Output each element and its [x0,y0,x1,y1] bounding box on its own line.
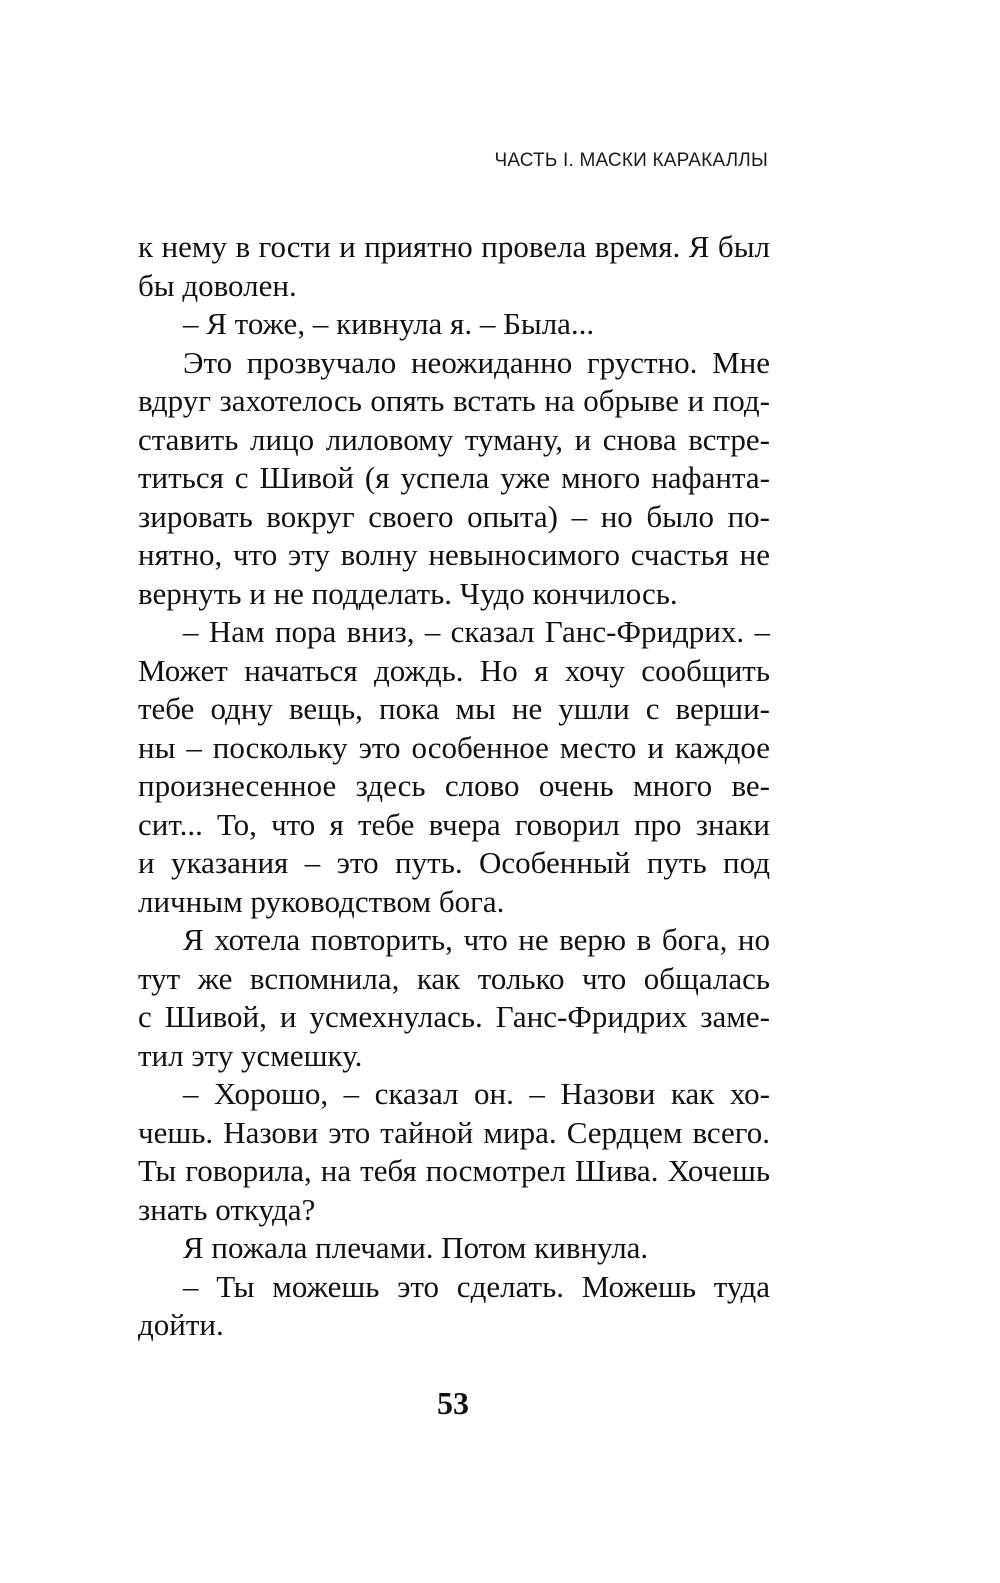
text-line: тил эту усмешку. [138,1037,363,1073]
text-line: ны – поскольку это особенное место и каждое [138,729,770,765]
text-line: Я пожала плечами. Потом кивнула. [183,1230,649,1265]
text-line: вернуть и не подделать. Чудо кончилось. [138,575,678,611]
text-line: ставить лицо лиловому туману, и снова встре- [138,421,770,457]
text-line: тебе одну вещь, пока мы не ушли с верши- [138,691,770,726]
text-line: – Нам пора вниз, – сказал Ганс-Фридрих. – [183,614,770,649]
text-line: – Я тоже, – кивнула я. – Была... [183,306,595,341]
text-line: и указания – это путь. Особенный путь под [138,845,770,880]
text-line: – Ты можешь это сделать. Можешь туда [183,1268,770,1304]
page-number: 53 [437,1385,469,1421]
text-line: Может начаться дождь. Но я хочу сообщить [138,652,770,688]
text-line: бы доволен. [138,267,297,303]
running-head: ЧАСТЬ I. МАСКИ КАРАКАЛЛЫ [494,150,768,171]
text-line: личным руководством бога. [138,883,505,919]
text-line: тут же вспомнила, как только что общалась [138,960,770,996]
text-line: с Шивой, и усмехнулась. Ганс-Фридрих заме- [138,999,770,1034]
text-line: дойти. [138,1307,224,1342]
body-text [138,228,770,1345]
text-line: нятно, что эту волну невыносимого счастья не [138,537,770,572]
text-line: вдруг захотелось опять встать на обрыве и под- [138,383,770,418]
text-line: чешь. Назови это тайной мира. Сердцем всего. [138,1114,770,1150]
text-line: зировать вокруг своего опыта) – но было по- [138,498,770,534]
text-line: Я хотела повторить, что не верю в бога, но [183,922,770,957]
text-line: произнесенное здесь слово очень много ве- [138,768,770,803]
text-line: – Хорошо, – сказал он. – Назови как хо- [183,1076,770,1111]
text-line: Ты говорила, на тебя посмотрел Шива. Хочешь [138,1153,770,1188]
text-line: сит... То, что я тебе вчера говорил про знаки [138,806,770,842]
text-line: к нему в гости и приятно провела время. Я был [138,229,770,264]
text-line: титься с Шивой (я успела уже много нафанта- [138,460,770,495]
text-line: знать откуда? [138,1191,316,1227]
text-line: Это прозвучало неожиданно грустно. Мне [183,344,770,380]
